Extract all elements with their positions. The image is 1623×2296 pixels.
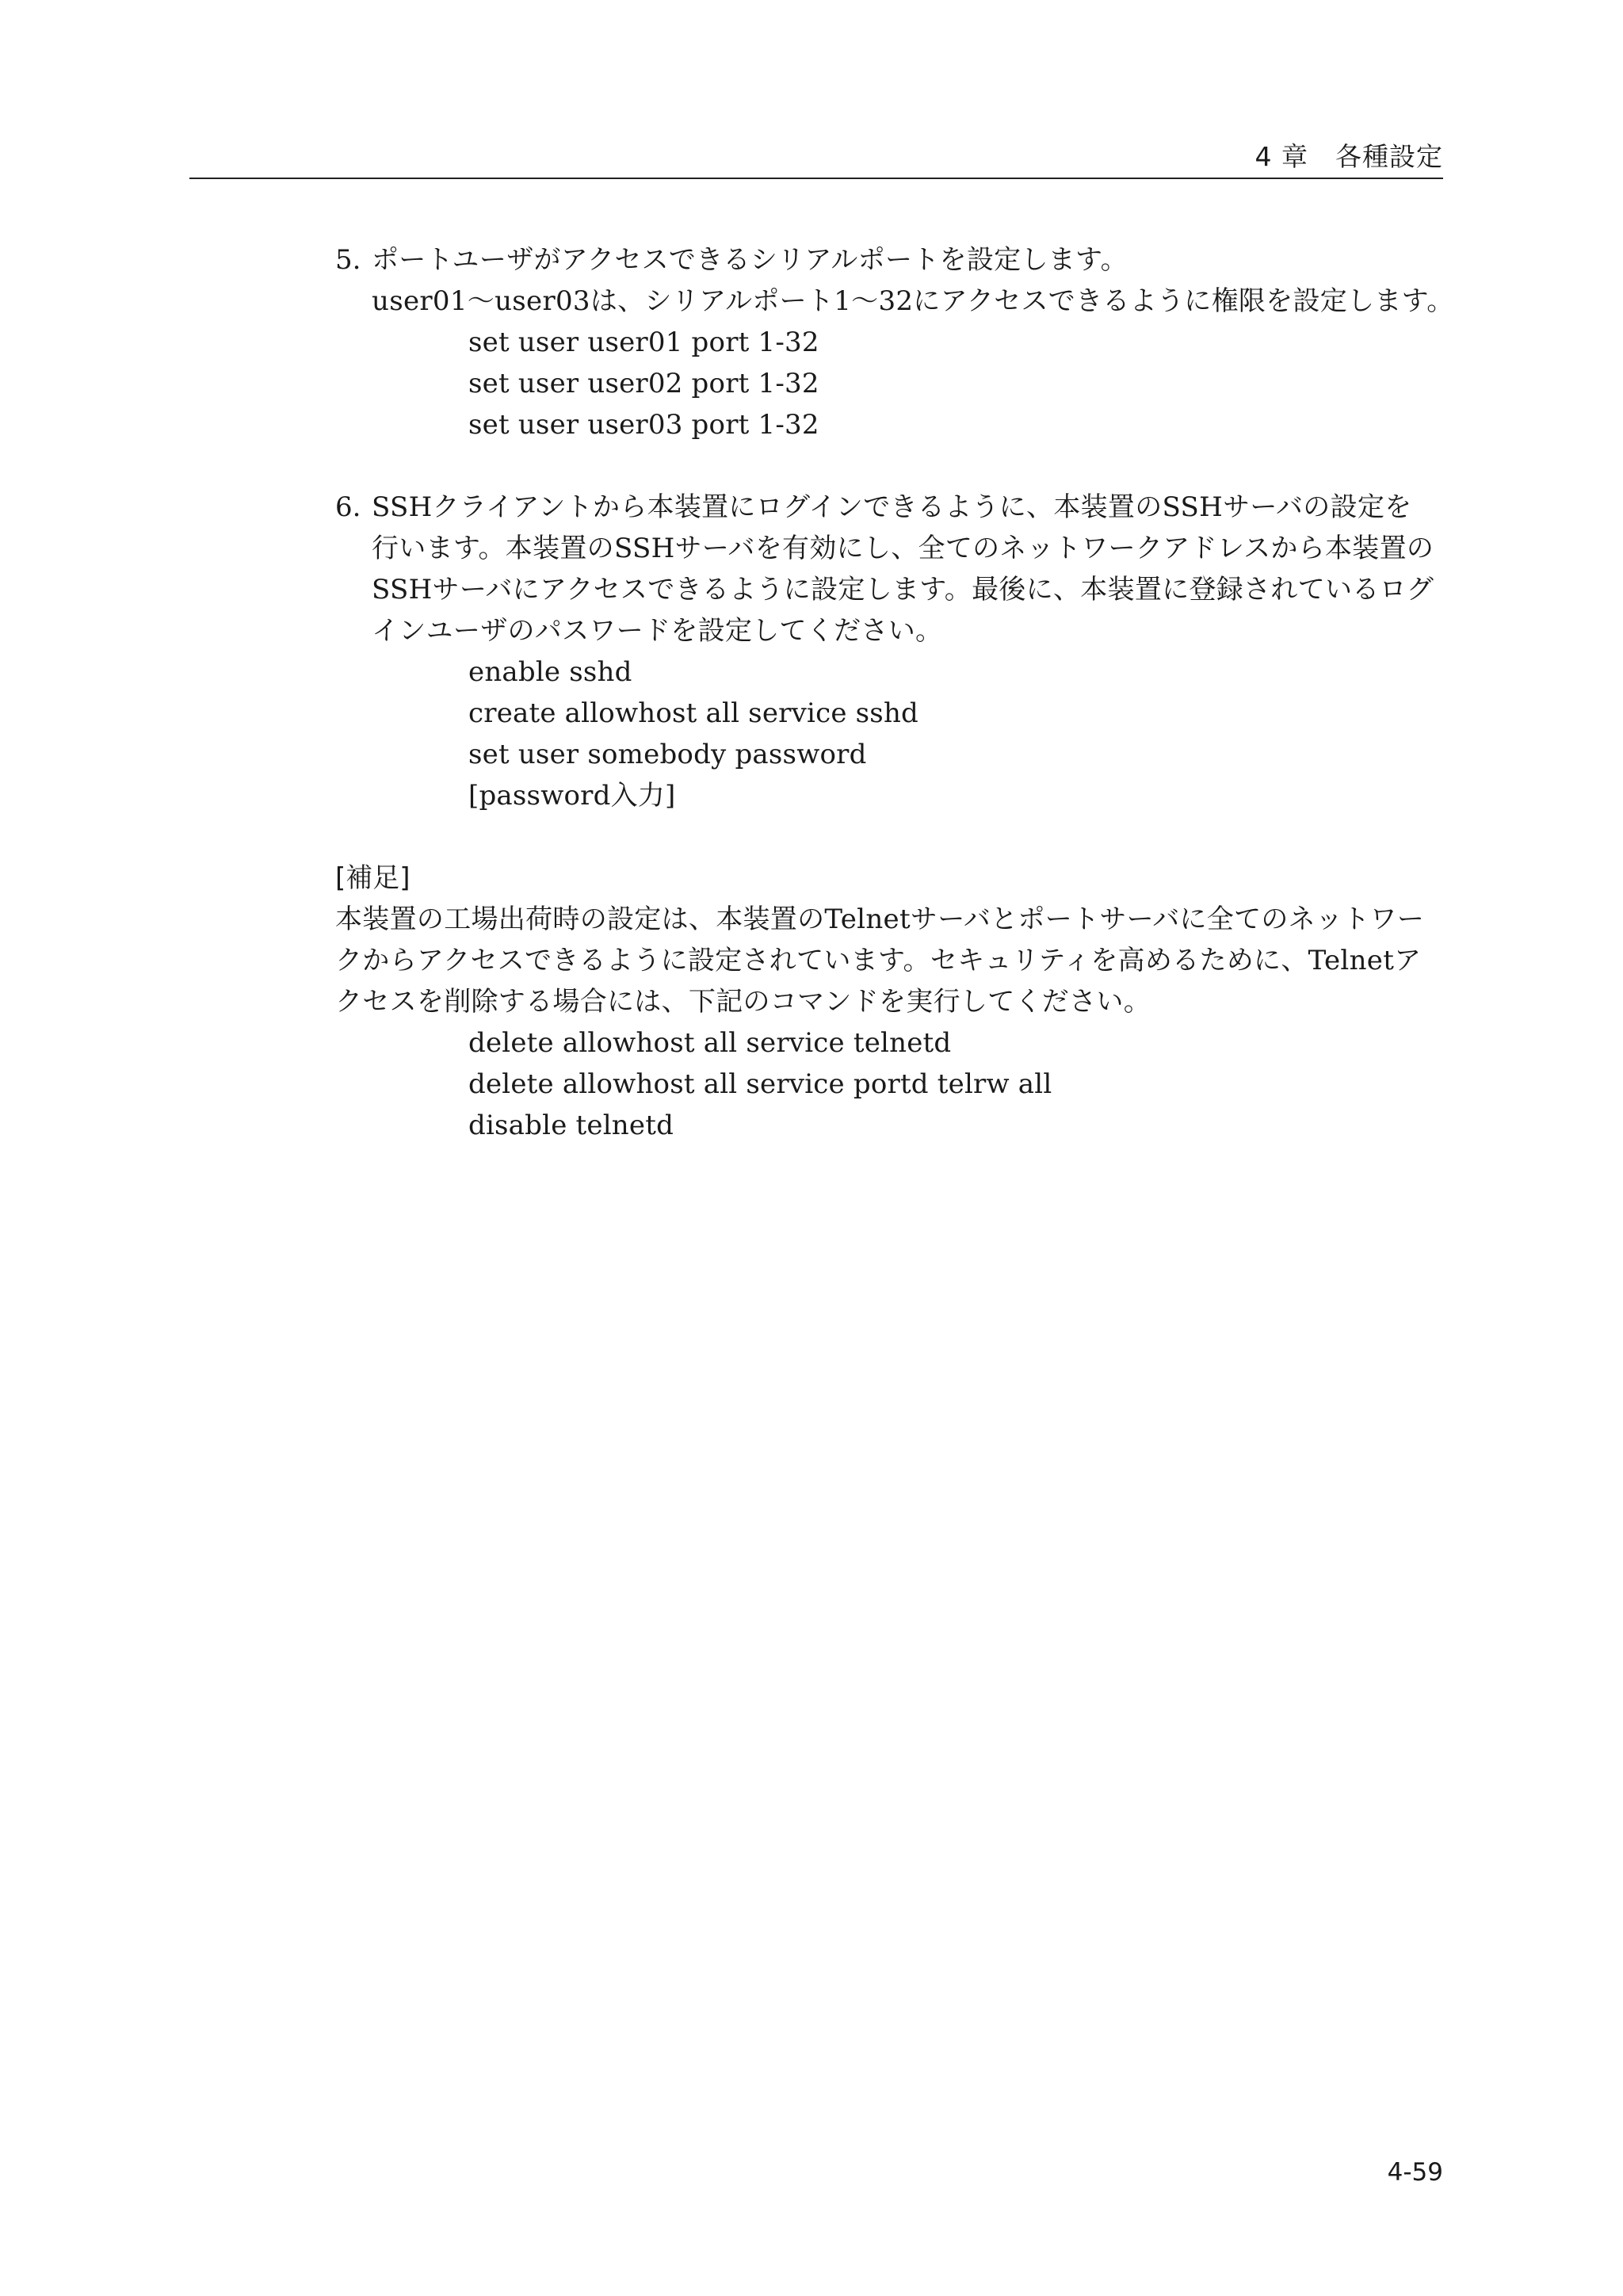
- note-command-3: disable telnetd: [468, 1110, 674, 1141]
- step-5-number: 5.: [335, 244, 361, 276]
- step-6-line-3: SSHサーバにアクセスできるように設定します。最後に、本装置に登録されているログ: [372, 574, 1434, 606]
- note-line-1: 本装置の工場出荷時の設定は、本装置のTelnetサーバとポートサーバに全てのネットワー: [335, 904, 1425, 935]
- step-6-number: 6.: [335, 491, 361, 523]
- step-5-command-1: set user user01 port 1-32: [468, 327, 819, 358]
- step-5-line-1: ポートユーザがアクセスできるシリアルポートを設定します。: [372, 244, 1128, 276]
- step-5-command-2: set user user02 port 1-32: [468, 368, 819, 399]
- step-6-line-2: 行います。本装置のSSHサーバを有効にし、全てのネットワークアドレスから本装置の: [372, 533, 1434, 564]
- step-6-line-4: インユーザのパスワードを設定してください。: [372, 615, 943, 647]
- step-6-line-1: SSHクライアントから本装置にログインできるように、本装置のSSHサーバの設定を: [372, 491, 1412, 523]
- step-6-command-4: [password入力]: [468, 780, 676, 812]
- step-5-command-3: set user user03 port 1-32: [468, 409, 819, 441]
- step-6-command-1: enable sshd: [468, 656, 632, 688]
- step-6-command-2: create allowhost all service sshd: [468, 697, 919, 729]
- note-heading: [補足]: [335, 862, 411, 894]
- note-line-3: クセスを削除する場合には、下記のコマンドを実行してください。: [335, 986, 1151, 1018]
- note-command-1: delete allowhost all service telnetd: [468, 1027, 952, 1059]
- step-5-line-2: user01～user03は、シリアルポート1～32にアクセスできるように権限を設定します。: [372, 285, 1454, 317]
- note-command-2: delete allowhost all service portd telrw all: [468, 1068, 1052, 1100]
- step-6-command-3: set user somebody password: [468, 739, 867, 770]
- page-number: 4-59: [1387, 2158, 1443, 2187]
- page-header: [189, 136, 1443, 179]
- note-line-2: クからアクセスできるように設定されています。セキュリティを高めるために、Telnetア: [335, 945, 1422, 976]
- chapter-title: 4 章 各種設定: [1254, 141, 1443, 172]
